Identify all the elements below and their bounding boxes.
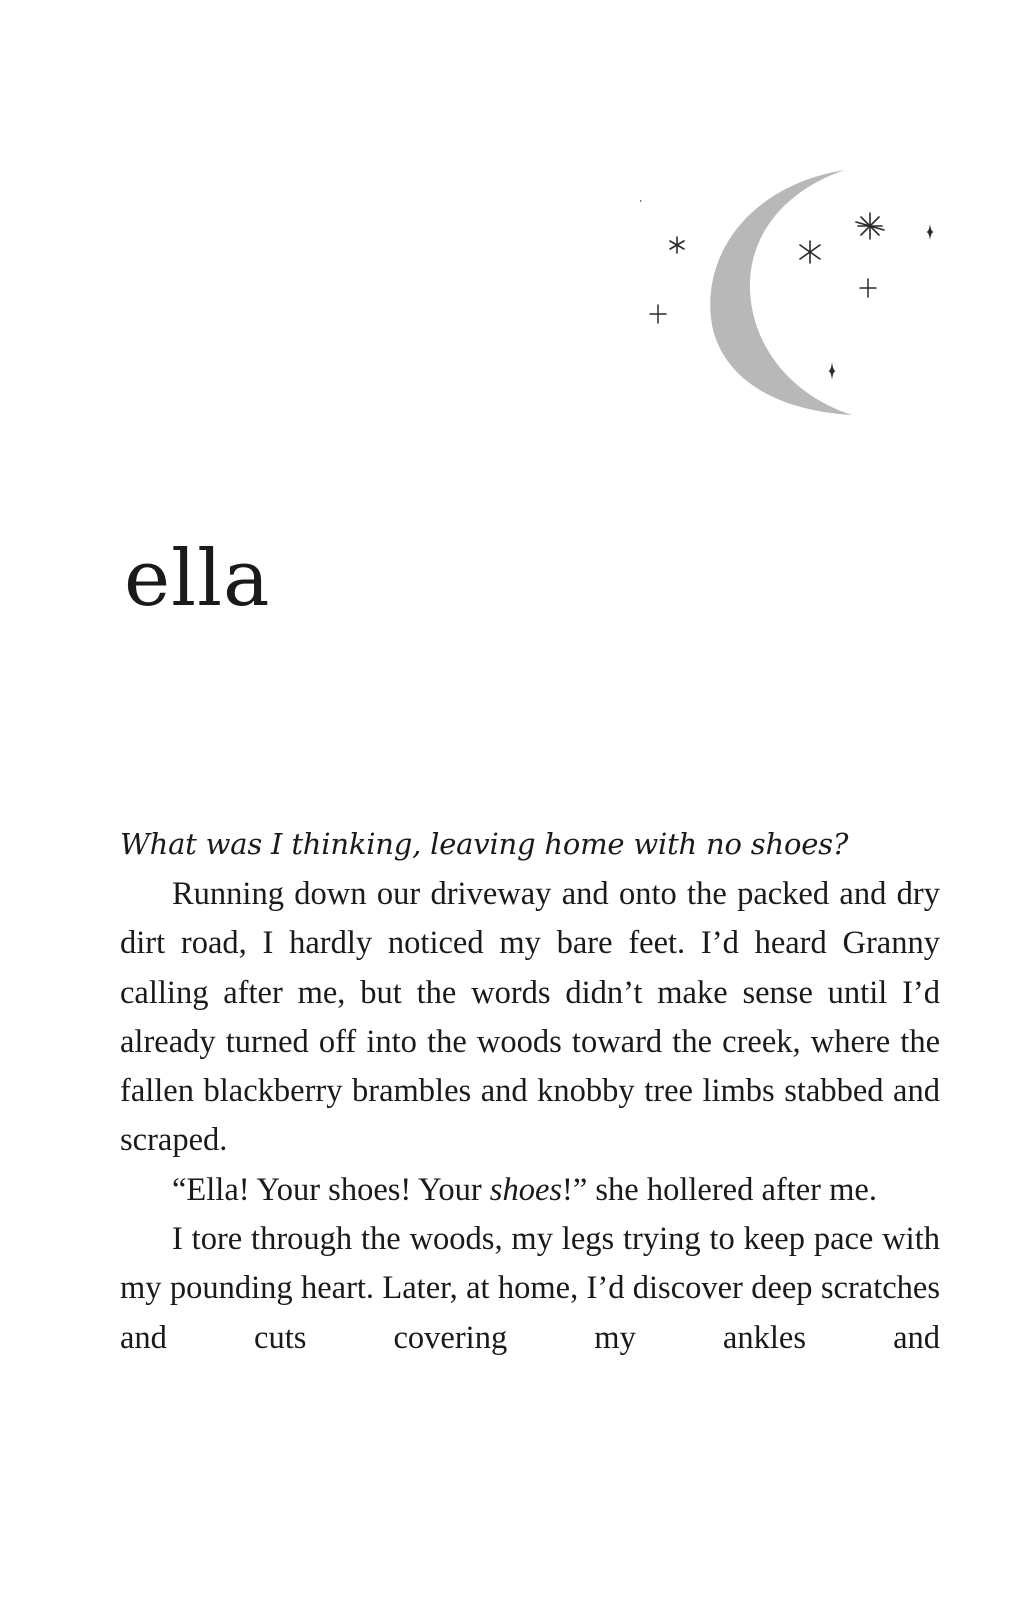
dialogue-paragraph xyxy=(120,1166,940,1215)
dialogue-text: !” she hollered after me. xyxy=(562,1171,877,1208)
chapter-title: ella xyxy=(124,534,271,624)
moon-and-stars-ornament xyxy=(640,165,970,435)
crescent-moon-icon xyxy=(710,170,852,415)
chapter-body xyxy=(120,818,940,1363)
dialogue-text: “Ella! Your shoes! Your xyxy=(172,1171,490,1208)
asterisk-star-icon xyxy=(670,213,884,263)
body-paragraph: Running down our driveway and onto the packed and dry dirt road, I hardly noticed my bare feet. I’d heard Granny calling after me, but the words didn’t make sense until I’d already turned off into the woods toward the creek, where the fallen blackberry brambles and knobby tree limbs stabbed and scraped. xyxy=(120,876,940,1159)
opening-line: What was I thinking, leaving home with no shoes? xyxy=(120,827,849,861)
four-point-star-icon xyxy=(640,187,642,215)
plus-sparkle-icon xyxy=(650,279,876,323)
body-paragraph: I tore through the woods, my legs trying to keep pace with my pounding heart. Later, at home, I’d discover deep scratches and cuts covering my ankles and xyxy=(120,1221,940,1356)
emphasis-text: shoes xyxy=(489,1171,563,1208)
four-point-star-icon xyxy=(828,224,934,380)
